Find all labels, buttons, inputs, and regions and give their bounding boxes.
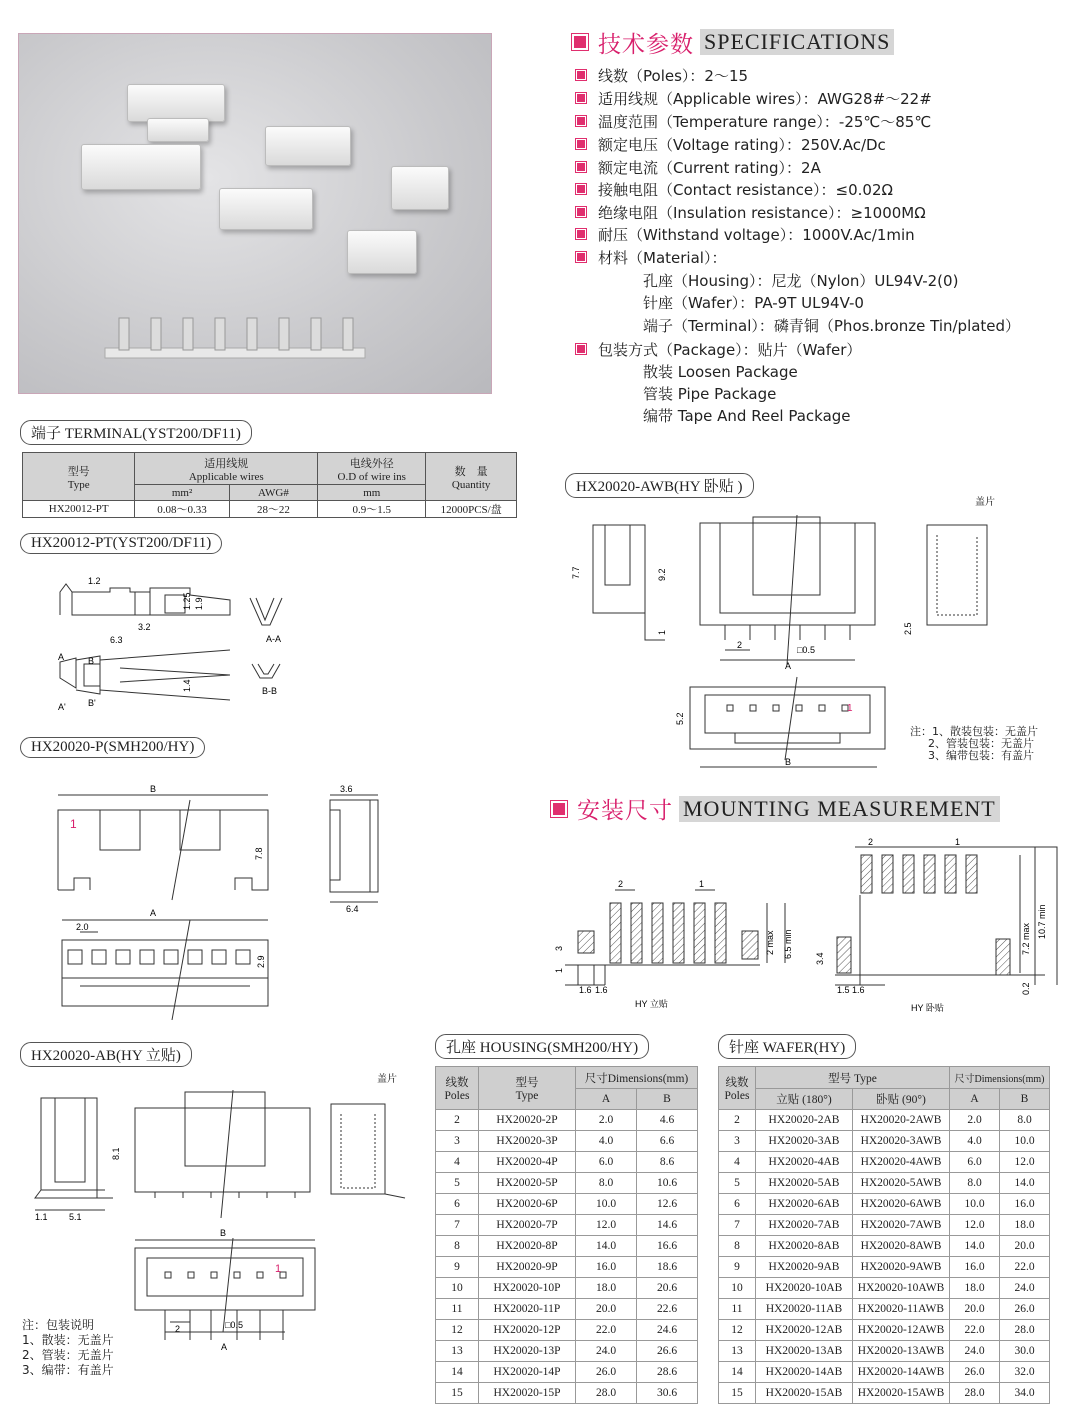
pt-section: A-A: [266, 634, 282, 644]
svg-text:1.6: 1.6: [579, 985, 592, 995]
p-dim: B: [150, 784, 157, 794]
material-wafer: 针座（Wafer）：PA-9T UL94V-0: [643, 294, 864, 312]
table-cell: 26.0: [950, 1362, 1000, 1383]
table-cell: 30.0: [1000, 1341, 1050, 1362]
table-row: [436, 1173, 698, 1194]
table-cell: HX20020-14P: [479, 1362, 576, 1383]
svg-text:2: 2: [175, 1324, 181, 1334]
svg-text:8.1: 8.1: [111, 1147, 121, 1160]
table-cell: HX20020-11P: [479, 1299, 576, 1320]
table-cell: 2: [719, 1110, 756, 1131]
table-cell: HX20020-3AWB: [853, 1131, 950, 1152]
package-tape: 编带 Tape And Reel Package: [643, 407, 851, 425]
table-cell: 4: [719, 1152, 756, 1173]
svg-text:2: 2: [737, 640, 743, 650]
table-cell: 9: [719, 1257, 756, 1278]
bullet-icon: [576, 252, 586, 262]
table-cell: HX20020-11AWB: [853, 1299, 950, 1320]
table-cell: 11: [719, 1299, 756, 1320]
table-cell: 18.0: [576, 1278, 637, 1299]
table-cell: HX20020-9AWB: [853, 1257, 950, 1278]
svg-text:3: 3: [554, 945, 564, 951]
bullet-icon: [576, 116, 586, 126]
awb-note: 注：1、散装包装：无盖片 2、管装包装：无盖片 3、编带包装：有盖片: [910, 725, 1038, 762]
table-cell: HX20020-7P: [479, 1215, 576, 1236]
table-cell: 22.0: [576, 1320, 637, 1341]
table-cell: HX20020-8AB: [756, 1236, 853, 1257]
table-cell: HX20020-12AB: [756, 1320, 853, 1341]
material-terminal: 端子（Terminal）：磷青铜（Phos.bronze Tin/plated）: [643, 317, 1021, 335]
table-cell: 20.0: [576, 1299, 637, 1320]
table-cell: 34.0: [1000, 1383, 1050, 1404]
table-cell: HX20020-13AWB: [853, 1341, 950, 1362]
awb-section-label: HX20020-AWB(HY 卧贴 ): [565, 473, 754, 498]
svg-text:□0.5: □0.5: [797, 645, 815, 655]
housing-photo-small: [391, 166, 449, 210]
table-cell: HX20020-15P: [479, 1383, 576, 1404]
table-row: [719, 1215, 1050, 1236]
table-cell: HX20020-10AB: [756, 1278, 853, 1299]
table-cell: HX20020-4AWB: [853, 1152, 950, 1173]
cap-label: 盖片: [377, 1074, 397, 1085]
bullet-icon: [576, 207, 586, 217]
pt-dim: 1.25: [182, 592, 192, 610]
svg-text:1.5: 1.5: [837, 985, 850, 995]
housing-table: 线数 Poles 型号 Type 尺寸Dimensions(mm) A B 2 HX20020-2P 2.0 4.6 3 HX20020-3P 4.0 6.6 4 HX20020-4P 6.0 8.6 5 HX20020-5P 8.0 10.6 6 HX20020-6P 10.0 12.6 7 HX20020-7P 12.0 14.6 8 HX20020-8P 14.0 16.6 9 HX20020-9P 16.0 18.6 10 HX20020-10P 18.0 20.6 11 HX20020-11P 20.0 22.6 12 HX20020-12P 22.0 24.6 13 HX20020-13P 24.0 26.6 14 HX20020-14P 26.0 28.6 15 HX20020-15P 28.0 30.6: [435, 1066, 698, 1404]
table-cell: HX20020-12AWB: [853, 1320, 950, 1341]
table-row: [719, 1341, 1050, 1362]
table-cell: HX20020-2AWB: [853, 1110, 950, 1131]
table-cell: 14.0: [576, 1236, 637, 1257]
svg-text:1: 1: [657, 629, 667, 635]
svg-text:2.5: 2.5: [903, 622, 913, 635]
package-pipe: 管装 Pipe Package: [643, 385, 777, 403]
housing-table-body: [436, 1110, 698, 1404]
table-cell: 4.6: [637, 1110, 698, 1131]
pt-dim: 1.2: [88, 576, 101, 586]
table-cell: 2: [436, 1110, 479, 1131]
table-row: [436, 1341, 698, 1362]
table-cell: HX20020-2P: [479, 1110, 576, 1131]
table-row: [719, 1110, 1050, 1131]
table-cell: 20.6: [637, 1278, 698, 1299]
table-cell: 5: [719, 1173, 756, 1194]
table-cell: 14.0: [1000, 1173, 1050, 1194]
table-cell: 18.0: [950, 1278, 1000, 1299]
table-cell: 26.0: [576, 1362, 637, 1383]
table-cell: 28.6: [637, 1362, 698, 1383]
table-row: [719, 1362, 1050, 1383]
table-cell: HX20020-10AWB: [853, 1278, 950, 1299]
housing-section-label: 孔座 HOUSING(SMH200/HY): [435, 1034, 649, 1059]
spec-row: 接触电阻（Contact resistance）：≤0.02Ω: [576, 178, 893, 200]
spec-row: 温度范围（Temperature range）：-25℃～85℃: [576, 110, 931, 132]
spec-row: 额定电压（Voltage rating）：250V.Ac/Dc: [576, 133, 886, 155]
table-cell: 18.0: [1000, 1215, 1050, 1236]
bullet-icon: [576, 139, 586, 149]
table-cell: 28.0: [576, 1383, 637, 1404]
p-dim: 7.8: [254, 847, 264, 860]
table-cell: 26.6: [637, 1341, 698, 1362]
table-cell: 14: [719, 1362, 756, 1383]
table-cell: 12.6: [637, 1194, 698, 1215]
p-section-label: HX20020-P(SMH200/HY): [20, 737, 205, 758]
svg-text:7.2 max: 7.2 max: [1021, 922, 1031, 955]
table-cell: 22.0: [1000, 1257, 1050, 1278]
table-cell: 6: [719, 1194, 756, 1215]
svg-text:7.7: 7.7: [571, 566, 581, 579]
bullet-icon: [576, 184, 586, 194]
table-cell: 10.0: [1000, 1131, 1050, 1152]
pt-dim: 6.3: [110, 635, 123, 645]
specs-title-en: SPECIFICATIONS: [700, 29, 894, 55]
wafer-photo-small: [347, 230, 417, 274]
table-cell: 30.6: [637, 1383, 698, 1404]
ab-note: 注：包装说明 1、散装：无盖片 2、管装：无盖片 3、编带：有盖片: [22, 1318, 114, 1377]
svg-text:5.2: 5.2: [675, 712, 685, 725]
p-dim: 6.4: [346, 904, 359, 914]
spec-row: 材料（Material）：: [576, 246, 726, 268]
table-row: [719, 1152, 1050, 1173]
table-cell: 10.0: [576, 1194, 637, 1215]
table-cell: HX20020-14AB: [756, 1362, 853, 1383]
specs-title-cn: 技术参数: [598, 31, 694, 58]
table-row: [436, 1110, 698, 1131]
spec-row: 绝缘电阻（Insulation resistance）：≥1000MΩ: [576, 201, 926, 223]
table-row: [719, 1278, 1050, 1299]
svg-text:1.6: 1.6: [595, 985, 608, 995]
table-cell: HX20020-9P: [479, 1257, 576, 1278]
mounting-title-cn: 安装尺寸: [577, 798, 673, 824]
terminal-strip-photo: [99, 310, 379, 366]
table-cell: 2.0: [576, 1110, 637, 1131]
ab-section-label: HX20020-AB(HY 立贴): [20, 1042, 192, 1067]
table-cell: HX20020-6AWB: [853, 1194, 950, 1215]
bullet-icon: [576, 162, 586, 172]
bullet-icon: [576, 229, 586, 239]
housing-drawing: [40, 780, 420, 1020]
table-cell: HX20020-12P: [479, 1320, 576, 1341]
pt-dim: 1.4: [182, 679, 192, 692]
table-cell: 2.0: [950, 1110, 1000, 1131]
table-cell: 14: [436, 1362, 479, 1383]
pt-section: B-B: [262, 686, 278, 696]
svg-text:B': B': [88, 698, 96, 708]
table-cell: HX20020-7AB: [756, 1215, 853, 1236]
table-cell: 6: [436, 1194, 479, 1215]
svg-text:2: 2: [868, 837, 874, 847]
table-cell: 8.0: [1000, 1110, 1050, 1131]
pt-section-label: HX20012-PT(YST200/DF11): [20, 533, 222, 554]
table-cell: 6.0: [576, 1152, 637, 1173]
table-cell: 5: [436, 1173, 479, 1194]
table-cell: 15: [436, 1383, 479, 1404]
table-cell: 24.0: [1000, 1278, 1050, 1299]
table-cell: 3: [436, 1131, 479, 1152]
cap-label: 盖片: [975, 497, 995, 508]
table-cell: HX20020-5AB: [756, 1173, 853, 1194]
table-cell: 4: [436, 1152, 479, 1173]
table-cell: 24.0: [950, 1341, 1000, 1362]
spec-row-package: 包装方式（Package）：贴片（Wafer）: [576, 338, 861, 360]
table-cell: HX20020-14AWB: [853, 1362, 950, 1383]
ab-drawing: [25, 1070, 415, 1360]
svg-text:10.7 min: 10.7 min: [1037, 904, 1047, 939]
table-cell: HX20020-2AB: [756, 1110, 853, 1131]
table-cell: 16.0: [1000, 1194, 1050, 1215]
table-row: [436, 1194, 698, 1215]
mounting-caption-right: HY 卧贴: [911, 1003, 944, 1013]
table-cell: 8: [719, 1236, 756, 1257]
bullet-icon: [576, 93, 586, 103]
table-cell: 7: [436, 1215, 479, 1236]
pin1-mark: 1: [70, 817, 77, 831]
svg-text:B: B: [785, 757, 792, 767]
table-cell: HX20020-15AWB: [853, 1383, 950, 1404]
table-cell: 18.6: [637, 1257, 698, 1278]
svg-text:9.2: 9.2: [657, 568, 667, 581]
table-cell: 12.0: [950, 1215, 1000, 1236]
table-cell: HX20020-11AB: [756, 1299, 853, 1320]
table-row: [436, 1383, 698, 1404]
svg-text:1.1: 1.1: [35, 1212, 48, 1222]
table-cell: 16.0: [576, 1257, 637, 1278]
table-cell: HX20020-3P: [479, 1131, 576, 1152]
svg-text:A: A: [221, 1342, 228, 1352]
wafer-section-label: 针座 WAFER(HY): [718, 1034, 856, 1059]
svg-text:1: 1: [554, 967, 564, 973]
table-cell: HX20020-10P: [479, 1278, 576, 1299]
terminal-drawing: [40, 570, 300, 720]
pink-square-icon: [551, 801, 567, 817]
table-cell: 8: [436, 1236, 479, 1257]
table-cell: 6.6: [637, 1131, 698, 1152]
table-cell: 22.6: [637, 1299, 698, 1320]
table-cell: 10: [436, 1278, 479, 1299]
table-cell: 16.6: [637, 1236, 698, 1257]
table-row: [719, 1320, 1050, 1341]
p-dim: 3.6: [340, 784, 353, 794]
wafer-photo-medium: [219, 188, 313, 230]
terminal-section-label: 端子 TERMINAL(YST200/DF11): [20, 420, 252, 445]
svg-text:□0.5: □0.5: [225, 1320, 243, 1330]
table-cell: 15: [719, 1383, 756, 1404]
table-row: [436, 1257, 698, 1278]
table-row: [719, 1194, 1050, 1215]
svg-text:B: B: [88, 656, 95, 666]
table-cell: 12: [436, 1320, 479, 1341]
svg-text:1: 1: [699, 879, 705, 889]
table-cell: 28.0: [950, 1383, 1000, 1404]
table-cell: HX20020-13P: [479, 1341, 576, 1362]
svg-text:3.4: 3.4: [815, 952, 825, 965]
table-row: HX20012-PT 0.08～0.33 28～22 0.9～1.5 12000PCS/盘: [23, 501, 517, 518]
product-photo: [18, 33, 492, 394]
table-row: [436, 1131, 698, 1152]
spec-row: 额定电流（Current rating）：2A: [576, 156, 821, 178]
bullet-icon: [576, 70, 586, 80]
mounting-title-en: MOUNTING MEASUREMENT: [679, 796, 1000, 822]
table-cell: 22.0: [950, 1320, 1000, 1341]
svg-text:2: 2: [618, 879, 624, 889]
housing-photo-large: [127, 84, 225, 122]
table-row: [436, 1362, 698, 1383]
table-cell: 13: [719, 1341, 756, 1362]
wafer-photo-large: [81, 144, 201, 190]
bullet-icon: [576, 344, 586, 354]
table-row: [719, 1173, 1050, 1194]
table-row: [719, 1383, 1050, 1404]
table-cell: HX20020-4P: [479, 1152, 576, 1173]
svg-text:1: 1: [955, 837, 961, 847]
pt-dims: [58, 576, 281, 712]
table-cell: 16.0: [950, 1257, 1000, 1278]
pink-square-icon: [572, 34, 588, 50]
table-cell: HX20020-13AB: [756, 1341, 853, 1362]
table-cell: HX20020-6P: [479, 1194, 576, 1215]
table-cell: 14.6: [637, 1215, 698, 1236]
table-cell: HX20020-6AB: [756, 1194, 853, 1215]
table-cell: 11: [436, 1299, 479, 1320]
table-row: [719, 1131, 1050, 1152]
table-row: [436, 1278, 698, 1299]
package-loose: 散装 Loosen Package: [643, 363, 798, 381]
table-row: [436, 1299, 698, 1320]
svg-text:6.5 min: 6.5 min: [783, 929, 793, 959]
table-cell: 14.0: [950, 1236, 1000, 1257]
table-cell: 24.0: [576, 1341, 637, 1362]
table-cell: 24.6: [637, 1320, 698, 1341]
table-cell: 20.0: [1000, 1236, 1050, 1257]
table-cell: HX20020-8AWB: [853, 1236, 950, 1257]
table-cell: HX20020-15AB: [756, 1383, 853, 1404]
specs-header: [572, 28, 894, 56]
table-row: [436, 1236, 698, 1257]
table-cell: 12.0: [1000, 1152, 1050, 1173]
table-cell: HX20020-5P: [479, 1173, 576, 1194]
p-dim: 2.0: [76, 922, 89, 932]
table-cell: 32.0: [1000, 1362, 1050, 1383]
table-cell: HX20020-8P: [479, 1236, 576, 1257]
table-cell: 20.0: [950, 1299, 1000, 1320]
table-cell: 10.0: [950, 1194, 1000, 1215]
p-dim: 2.9: [256, 955, 266, 968]
spec-row: 适用线规（Applicable wires）：AWG28#～22#: [576, 87, 932, 109]
svg-text:A: A: [58, 652, 65, 662]
mounting-header: [551, 792, 1000, 825]
spec-row: 耐压（Withstand voltage）：1000V.Ac/1min: [576, 223, 915, 245]
table-cell: 13: [436, 1341, 479, 1362]
svg-text:0.2: 0.2: [1021, 982, 1031, 995]
mounting-caption-left: HY 立贴: [635, 999, 668, 1009]
pin1-mark: 1: [847, 703, 853, 714]
svg-text:A': A': [58, 702, 66, 712]
svg-text:A: A: [785, 661, 792, 671]
table-cell: 8.0: [950, 1173, 1000, 1194]
svg-text:1.6: 1.6: [852, 985, 865, 995]
table-cell: 6.0: [950, 1152, 1000, 1173]
housing-photo-large-base: [147, 118, 209, 142]
table-cell: 9: [436, 1257, 479, 1278]
table-cell: 12: [719, 1320, 756, 1341]
spec-row: 线数（Poles）：2～15: [576, 64, 748, 86]
pin1-mark: 1: [275, 1263, 282, 1275]
pt-dim: 1.9: [194, 597, 204, 610]
table-cell: 3: [719, 1131, 756, 1152]
table-row: [436, 1215, 698, 1236]
wafer-table-body: [719, 1110, 1050, 1404]
pt-dim: 3.2: [138, 622, 151, 632]
table-cell: HX20020-4AB: [756, 1152, 853, 1173]
table-cell: 26.0: [1000, 1299, 1050, 1320]
table-cell: 10.6: [637, 1173, 698, 1194]
material-housing: 孔座（Housing）：尼龙（Nylon）UL94V-2(0): [643, 272, 959, 290]
mounting-drawing: [545, 835, 1065, 1025]
table-row: [436, 1152, 698, 1173]
table-cell: 4.0: [950, 1131, 1000, 1152]
table-cell: HX20020-9AB: [756, 1257, 853, 1278]
table-cell: 7: [719, 1215, 756, 1236]
svg-text:5.1: 5.1: [69, 1212, 82, 1222]
table-cell: HX20020-7AWB: [853, 1215, 950, 1236]
svg-text:2 max: 2 max: [765, 930, 775, 955]
table-cell: 4.0: [576, 1131, 637, 1152]
wafer-table: 线数 Poles 型号 Type 尺寸Dimensions(mm) 立贴 (180°) 卧贴 (90°) A B 2 HX20020-2AB HX20020-2AWB 2.0 8.0 3 HX20020-3AB HX20020-3AWB 4.0 10.0 4 HX20020-4AB HX20020-4AWB 6.0 12.0 5 HX20020-5AB HX20020-5AWB 8.0 14.0 6 HX20020-6AB HX20020-6AWB 10.0 16.0 7 HX20020-7AB HX20020-7AWB 12.0 18.0 8 HX20020-8AB HX20020-8AWB 14.0 20.0 9 HX20020-9AB HX20020-9AWB 16.0 22.0 10 HX20020-10AB HX20020-10AWB 18.0 24.0 11 HX20020-11AB HX20020-11AWB 20.0 26.0 12 HX20020-12AB HX20020-12AWB 22.0 28.0 13 HX20020-13AB HX20020-13AWB 24.0 30.0 14 HX20020-14AB HX20020-14AWB 26.0 32.0 15 HX20020-15AB HX20020-15AWB 28.0 34.0: [718, 1066, 1050, 1404]
table-cell: 10: [719, 1278, 756, 1299]
table-cell: 12.0: [576, 1215, 637, 1236]
table-cell: HX20020-3AB: [756, 1131, 853, 1152]
housing-photo-medium: [265, 126, 351, 166]
svg-text:B: B: [220, 1228, 227, 1238]
table-cell: 8.6: [637, 1152, 698, 1173]
table-row: [436, 1320, 698, 1341]
terminal-table: 型号 Type 适用线规 Applicable wires 电线外径 O.D of wire ins 数 量 Quantity mm² AWG# mm HX20012-PT 0.08～0.33 28～22 0.9～1.5 12000PCS/盘: [22, 452, 517, 518]
table-row: [719, 1299, 1050, 1320]
p-dim: A: [150, 908, 157, 918]
table-row: [719, 1257, 1050, 1278]
table-cell: 28.0: [1000, 1320, 1050, 1341]
table-cell: HX20020-5AWB: [853, 1173, 950, 1194]
table-row: [719, 1236, 1050, 1257]
table-cell: 8.0: [576, 1173, 637, 1194]
